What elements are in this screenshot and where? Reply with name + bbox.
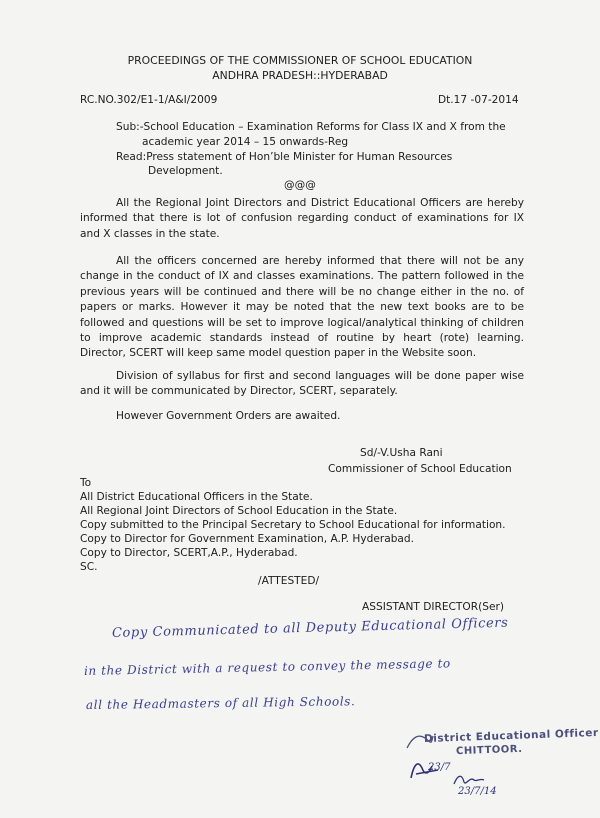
- assistant-director: ASSISTANT DIRECTOR(Ser): [362, 601, 504, 613]
- signatory-title: Commissioner of School Education: [328, 463, 512, 475]
- distribution-line: SC.: [80, 561, 98, 573]
- separator-mark: @@@: [284, 179, 316, 191]
- paragraph-3: Division of syllabus for first and second languages will be done paper wise and it will be communicated by Director, SCERT, separately.: [80, 370, 524, 398]
- distribution-line: Copy to Director for Government Examination, A.P. Hyderabad.: [80, 533, 415, 545]
- distribution-line: Copy to Director, SCERT,A.P., Hyderabad.: [80, 547, 298, 559]
- stamp-line-2: CHITTOOR.: [455, 743, 523, 758]
- header-line-1: PROCEEDINGS OF THE COMMISSIONER OF SCHOOL EDUCATION: [127, 54, 473, 67]
- handwritten-line-1: Copy Communicated to all Deputy Educational Officers: [111, 615, 509, 641]
- stamp-line-1: District Educational Officer: [423, 726, 599, 746]
- paragraph-2: All the officers concerned are hereby informed that there will not be any change in the conduct of IX and classes examinations. The pattern followed in the previous years will be continued and there will be no change either in the no. of papers or marks. However it may be noted that the new text books are to be followed and questions will be set to improve logical/analytical thinking of children to improve academic standards instead of routine by heart (rote) learning. Director, SCERT will keep same model question paper in the Website soon.: [80, 255, 524, 360]
- reference-number: RC.NO.302/E1-1/A&I/2009: [80, 94, 218, 106]
- distribution-line: Copy submitted to the Principal Secretary to School Educational for information.: [80, 519, 506, 531]
- distribution-to: To: [80, 477, 92, 489]
- read-line-1: Read:Press statement of Hon’ble Minister for Human Resources: [116, 151, 453, 163]
- handwritten-line-3: all the Headmasters of all High Schools.: [85, 694, 356, 712]
- attested-label: /ATTESTED/: [258, 575, 320, 587]
- distribution-line: All Regional Joint Directors of School Education in the State.: [80, 505, 398, 517]
- subject-line-2: academic year 2014 – 15 onwards-Reg: [142, 136, 349, 148]
- paragraph-1: All the Regional Joint Directors and District Educational Officers are hereby informed that there is lot of confusion regarding conduct of examinations for IX and X classes in the state.: [80, 197, 524, 240]
- initial-date-1: 23/7: [428, 762, 451, 773]
- read-line-2: Development.: [148, 165, 223, 177]
- subject-line-1: Sub:-School Education – Examination Reforms for Class IX and X from the: [116, 121, 506, 133]
- header-line-2: ANDHRA PRADESH::HYDERABAD: [212, 69, 388, 82]
- proceedings-header: [0, 53, 600, 83]
- signatory-name: Sd/-V.Usha Rani: [360, 447, 443, 459]
- handwritten-line-2: in the District with a request to convey the message to: [83, 656, 451, 678]
- stamp-flourish-icon: [405, 732, 435, 752]
- paragraph-4: However Government Orders are awaited.: [116, 410, 341, 422]
- reference-date: Dt.17 -07-2014: [438, 94, 519, 106]
- initial-date-2: 23/7/14: [458, 786, 497, 797]
- distribution-line: All District Educational Officers in the State.: [80, 491, 313, 503]
